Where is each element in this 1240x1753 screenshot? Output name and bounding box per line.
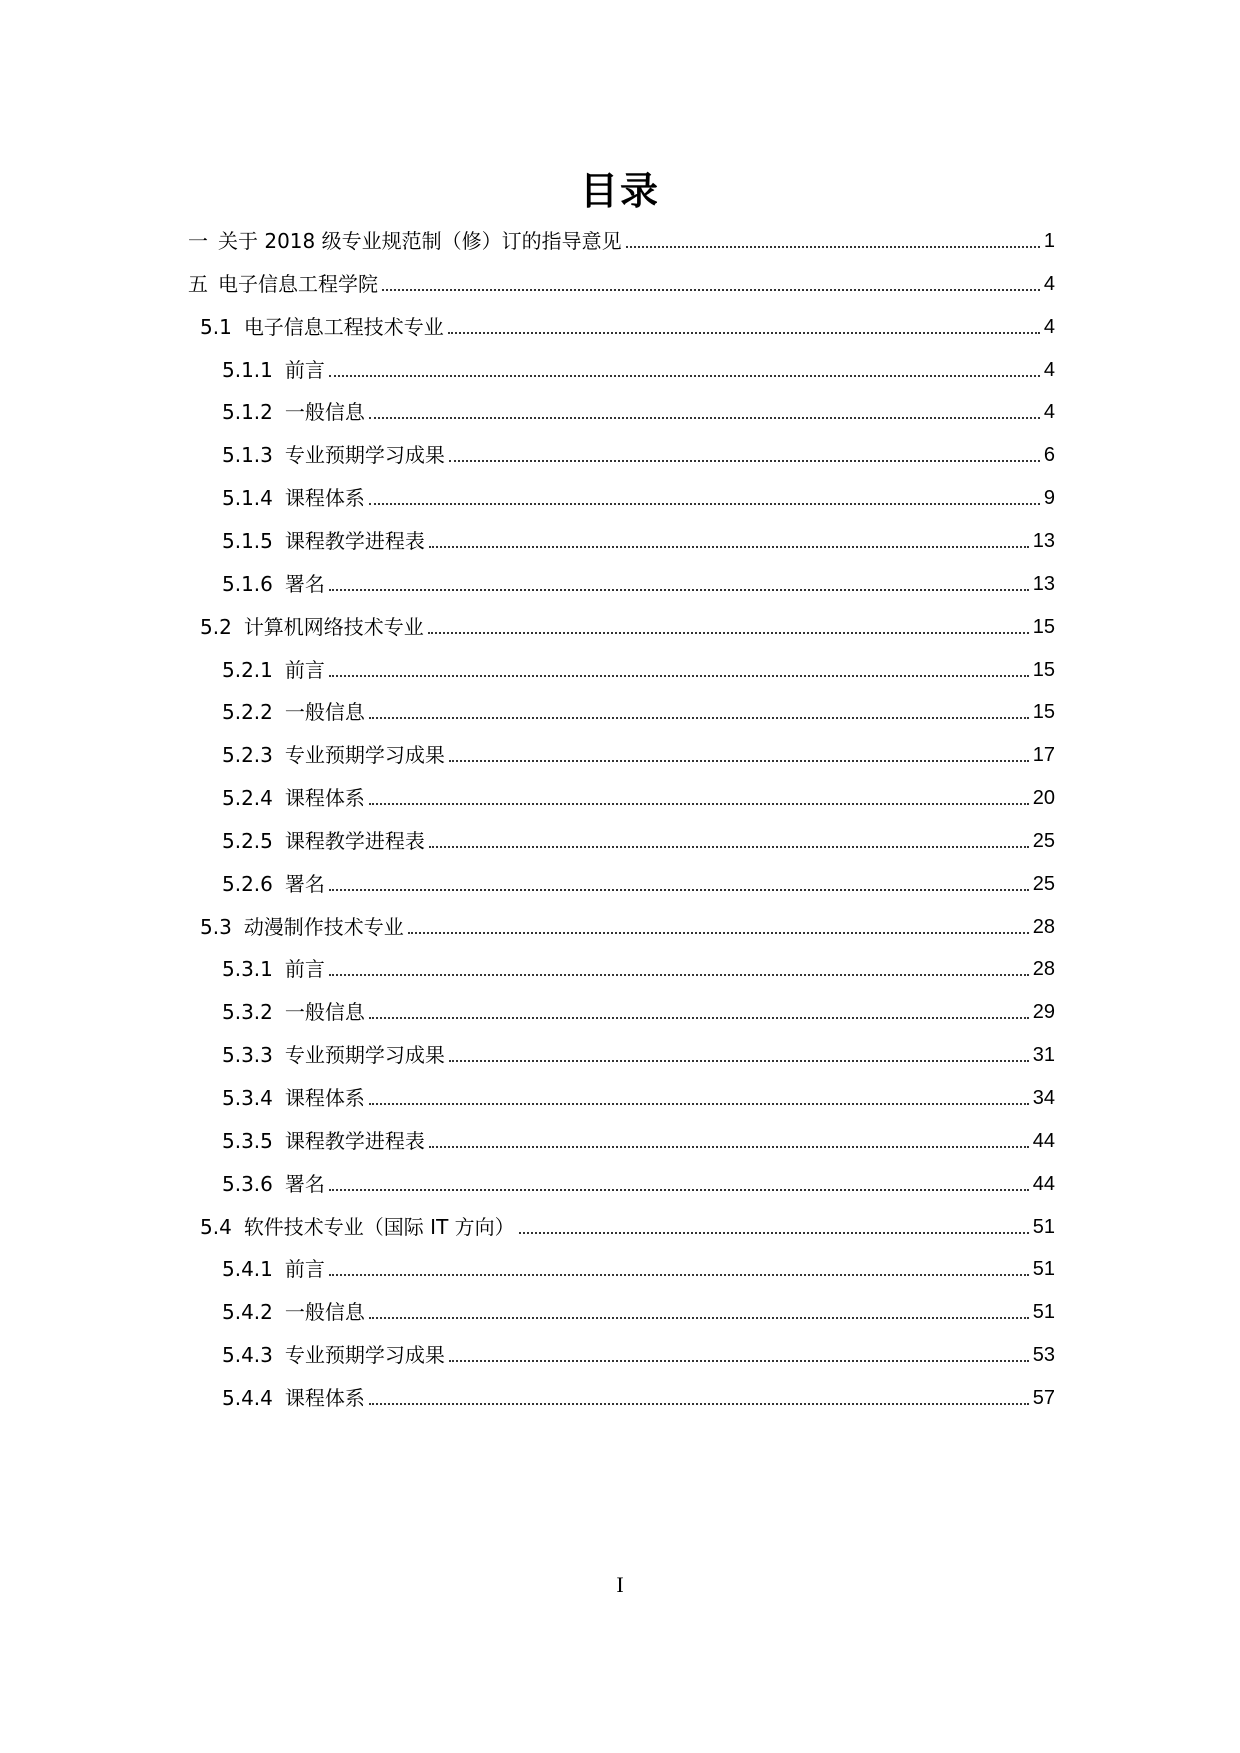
toc-entry-title: 一般信息 bbox=[284, 400, 365, 425]
toc-entry-title: 署名 bbox=[284, 571, 325, 596]
toc-entry[interactable] bbox=[222, 691, 1055, 725]
toc-entry-page: 9 bbox=[1043, 487, 1055, 510]
toc-entry-page: 13 bbox=[1032, 529, 1055, 552]
toc-entry[interactable] bbox=[222, 1334, 1055, 1368]
toc-dot-leader bbox=[369, 1317, 1029, 1319]
toc-entry[interactable] bbox=[222, 1120, 1055, 1154]
toc-entry[interactable] bbox=[222, 777, 1055, 811]
toc-dot-leader bbox=[626, 246, 1040, 248]
toc-entry-number: 5.4 bbox=[200, 1214, 232, 1239]
toc-entry-page: 51 bbox=[1032, 1215, 1055, 1238]
toc-entry-title: 计算机网络技术专业 bbox=[243, 614, 424, 639]
toc-entry[interactable] bbox=[222, 991, 1055, 1025]
toc-entry[interactable] bbox=[222, 734, 1055, 768]
toc-entry-title: 电子信息工程学院 bbox=[218, 271, 378, 296]
toc-entry-number: 5.4.2 bbox=[222, 1300, 273, 1325]
toc-dot-leader bbox=[329, 589, 1029, 591]
page-title: 目录 bbox=[579, 169, 660, 213]
toc-entry-number: 5.1.5 bbox=[222, 528, 273, 553]
toc-entry[interactable] bbox=[200, 906, 1055, 940]
toc-entry[interactable] bbox=[200, 1206, 1055, 1240]
toc-entry-page: 13 bbox=[1032, 572, 1055, 595]
toc-entry-page: 51 bbox=[1032, 1258, 1055, 1281]
toc-entry-number: 5.1 bbox=[200, 314, 232, 339]
toc-entry-page: 44 bbox=[1032, 1172, 1055, 1195]
toc-entry-page: 4 bbox=[1043, 401, 1055, 424]
toc-entry[interactable] bbox=[222, 948, 1055, 982]
toc-entry-page: 53 bbox=[1032, 1344, 1055, 1367]
toc-entry-title: 前言 bbox=[284, 657, 325, 682]
toc-entry-title: 一般信息 bbox=[284, 1000, 365, 1025]
toc-entry-page: 4 bbox=[1043, 358, 1055, 381]
toc-entry-title: 专业预期学习成果 bbox=[284, 1343, 445, 1368]
toc-entry[interactable] bbox=[222, 863, 1055, 897]
toc-entry-page: 4 bbox=[1043, 272, 1055, 295]
toc-dot-leader bbox=[329, 889, 1029, 891]
toc-entry-page: 4 bbox=[1043, 315, 1055, 338]
toc-entry-page: 20 bbox=[1032, 787, 1055, 810]
toc-dot-leader bbox=[408, 932, 1029, 934]
toc-dot-leader bbox=[449, 760, 1029, 762]
toc-entry-page: 17 bbox=[1032, 744, 1055, 767]
toc-entry[interactable] bbox=[222, 1248, 1055, 1282]
toc-entry[interactable] bbox=[200, 606, 1055, 640]
toc-entry-title: 专业预期学习成果 bbox=[284, 443, 445, 468]
toc-dot-leader bbox=[329, 1189, 1029, 1191]
toc-entry-number: 5.1.3 bbox=[222, 443, 273, 468]
toc-dot-leader bbox=[329, 675, 1029, 677]
toc-entry[interactable] bbox=[222, 391, 1055, 425]
toc-dot-leader bbox=[382, 289, 1040, 291]
toc-entry-number: 5.1.2 bbox=[222, 400, 273, 425]
toc-entry-page: 34 bbox=[1032, 1087, 1055, 1109]
toc-entry-number: 5.1.4 bbox=[222, 486, 273, 511]
toc-entry[interactable] bbox=[222, 1034, 1055, 1068]
toc-dot-leader bbox=[429, 846, 1029, 848]
toc-dot-leader bbox=[429, 546, 1029, 548]
toc-entry-title: 前言 bbox=[284, 957, 325, 982]
toc-dot-leader bbox=[449, 460, 1040, 462]
toc-entry-number: 5.4.3 bbox=[222, 1343, 273, 1368]
toc-dot-leader bbox=[449, 1060, 1029, 1062]
toc-entry[interactable] bbox=[222, 1077, 1055, 1111]
toc-dot-leader bbox=[428, 632, 1029, 634]
toc-entry-number: 5.2.1 bbox=[222, 657, 273, 682]
toc-entry-page: 28 bbox=[1032, 958, 1055, 981]
toc-entry-page: 1 bbox=[1043, 230, 1055, 252]
toc-entry[interactable] bbox=[222, 1377, 1055, 1411]
toc-entry-page: 15 bbox=[1032, 701, 1055, 724]
toc-entry-page: 6 bbox=[1043, 444, 1055, 467]
toc-entry-number: 5.3.5 bbox=[222, 1128, 273, 1153]
toc-dot-leader bbox=[429, 1146, 1029, 1148]
toc-entry-number: 5.4.1 bbox=[222, 1257, 273, 1282]
toc-dot-leader bbox=[329, 375, 1040, 377]
toc-dot-leader bbox=[519, 1232, 1029, 1234]
toc-entry[interactable] bbox=[222, 349, 1055, 383]
toc-entry-title: 前言 bbox=[284, 357, 325, 382]
toc-entry-number: 5.2.3 bbox=[222, 743, 273, 768]
toc-entry-number: 5.3.4 bbox=[222, 1086, 273, 1110]
toc-entry[interactable] bbox=[222, 520, 1055, 554]
toc-dot-leader bbox=[369, 1017, 1029, 1019]
toc-entry-title: 署名 bbox=[284, 1171, 325, 1196]
toc-entry-page: 25 bbox=[1032, 872, 1055, 895]
toc-dot-leader bbox=[448, 332, 1040, 334]
toc-dot-leader bbox=[369, 503, 1040, 505]
toc-entry-number: 5.3.6 bbox=[222, 1171, 273, 1196]
toc-dot-leader bbox=[369, 417, 1040, 419]
toc-entry-title: 课程体系 bbox=[284, 1385, 365, 1410]
toc-dot-leader bbox=[369, 1103, 1029, 1105]
toc-entry-title: 课程教学进程表 bbox=[284, 528, 425, 553]
toc-entry-number: 5.3.2 bbox=[222, 1000, 273, 1025]
toc-entry-title: 关于 2018 级专业规范制（修）订的指导意见 bbox=[218, 229, 622, 253]
toc-entry-number: 5.2.4 bbox=[222, 786, 273, 811]
toc-entry-page: 28 bbox=[1032, 915, 1055, 938]
toc-entry-page: 57 bbox=[1032, 1386, 1055, 1409]
toc-entry-number: 5.3 bbox=[200, 914, 232, 939]
toc-entry-title: 前言 bbox=[284, 1257, 325, 1282]
toc-entry-number: 5.2.5 bbox=[222, 828, 273, 853]
toc-dot-leader bbox=[369, 1403, 1029, 1405]
toc-entry[interactable] bbox=[222, 820, 1055, 854]
toc-entry-title: 署名 bbox=[284, 871, 325, 896]
toc-entry-page: 51 bbox=[1032, 1301, 1055, 1324]
toc-dot-leader bbox=[449, 1360, 1029, 1362]
toc-entry-number: 五 bbox=[188, 271, 208, 296]
toc-dot-leader bbox=[369, 803, 1029, 805]
toc-entry[interactable] bbox=[222, 563, 1055, 597]
toc-entry-page: 15 bbox=[1032, 658, 1055, 681]
toc-entry-title: 课程体系 bbox=[284, 786, 365, 811]
toc-entry-title: 电子信息工程技术专业 bbox=[243, 314, 444, 339]
toc-entry[interactable] bbox=[222, 1163, 1055, 1197]
toc-entry-number: 5.3.3 bbox=[222, 1043, 273, 1068]
toc-entry-title: 课程教学进程表 bbox=[284, 828, 425, 853]
toc-entry-number: 5.2.2 bbox=[222, 700, 273, 725]
toc-entry-number: 5.1.1 bbox=[222, 357, 273, 382]
toc-dot-leader bbox=[329, 1274, 1029, 1276]
toc-entry-title: 动漫制作技术专业 bbox=[243, 914, 404, 939]
toc-entry-title: 课程体系 bbox=[284, 486, 365, 511]
toc-entry[interactable] bbox=[222, 649, 1055, 683]
toc-entry-page: 25 bbox=[1032, 829, 1055, 852]
toc-entry-title: 软件技术专业（国际 IT 方向） bbox=[243, 1214, 515, 1239]
toc-entry-number: 5.2.6 bbox=[222, 871, 273, 896]
toc-entry-title: 课程体系 bbox=[284, 1086, 365, 1110]
toc-entry[interactable] bbox=[222, 434, 1055, 468]
toc-entry[interactable] bbox=[188, 263, 1055, 297]
toc-entry-title: 专业预期学习成果 bbox=[284, 1043, 445, 1068]
toc-entry[interactable] bbox=[222, 477, 1055, 511]
page-number: I bbox=[616, 1572, 624, 1597]
toc-entry-title: 一般信息 bbox=[284, 700, 365, 725]
toc-dot-leader bbox=[329, 974, 1029, 976]
toc-entry-number: 一 bbox=[188, 229, 208, 253]
toc-entry[interactable] bbox=[200, 306, 1055, 340]
toc-entry-title: 专业预期学习成果 bbox=[284, 743, 445, 768]
toc-entry[interactable] bbox=[222, 1291, 1055, 1325]
toc-dot-leader bbox=[369, 717, 1029, 719]
toc-entry-page: 29 bbox=[1032, 1001, 1055, 1024]
toc-entry-number: 5.4.4 bbox=[222, 1385, 273, 1410]
toc-entry-page: 44 bbox=[1032, 1129, 1055, 1152]
toc-entry-number: 5.3.1 bbox=[222, 957, 273, 982]
toc-entry-page: 15 bbox=[1032, 615, 1055, 638]
toc-entry-page: 31 bbox=[1032, 1044, 1055, 1067]
toc-entry[interactable] bbox=[188, 220, 1055, 254]
toc-entry-number: 5.2 bbox=[200, 614, 232, 639]
toc-entry-title: 一般信息 bbox=[284, 1300, 365, 1325]
toc-entry-title: 课程教学进程表 bbox=[284, 1128, 425, 1153]
toc-entry-number: 5.1.6 bbox=[222, 571, 273, 596]
